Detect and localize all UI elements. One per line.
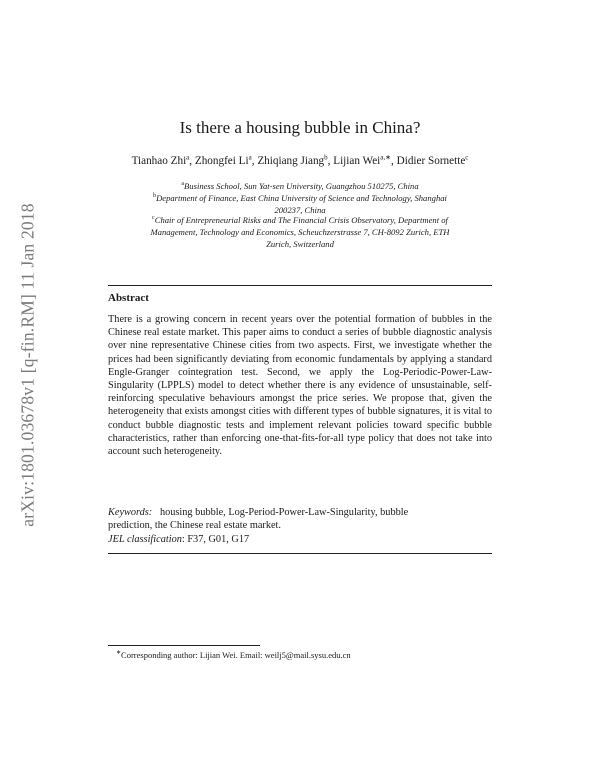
affiliation-line: Department of Finance, East China University of Science and Technology, Shanghai [156, 193, 447, 203]
author-name: Tianhao Zhi [131, 155, 187, 167]
abstract-top-rule [108, 285, 492, 286]
jel-label: JEL classification [108, 533, 182, 545]
affiliation-c [105, 214, 495, 250]
keywords-label: Keywords: [108, 507, 153, 518]
author-affiliation-mark: c [465, 153, 469, 162]
author-name: Lijian Wei [333, 155, 381, 167]
author-affiliation-mark: a,∗ [380, 153, 392, 162]
author-list: Tianhao Zhi$^a$, Zhongfei Li$^a$, Zhiqiang Jiang$^b$, Lijian Wei$^{a,∗}$, Didier Sornette$^c$ [131, 153, 469, 167]
arxiv-sidebar [10, 180, 46, 550]
affiliation-line: Chair of Entrepreneurial Risks and The Financial Crisis Observatory, Department of [154, 215, 448, 225]
affiliation-line: Zurich, Switzerland [266, 239, 334, 249]
affiliation-line: Management, Technology and Economics, Scheuchzerstrasse 7, CH-8092 Zurich, ETH [150, 227, 450, 237]
author-name: Didier Sornette [396, 155, 466, 167]
keywords-block: Keywords: housing bubble, Log-Period-Power-Law-Singularity, bubble prediction, the Chinese real estate market. JEL classification: F37, G01, G17 [108, 507, 409, 545]
arxiv-identifier: arXiv:1801.03678v1 [q-fin.RM] 11 Jan 2018 [17, 203, 38, 527]
affiliation-a [105, 180, 495, 192]
footnote [116, 650, 351, 660]
author-affiliation-mark: a [248, 153, 252, 162]
abstract-heading: Abstract [108, 292, 149, 304]
affiliation-text: Business School, Sun Yat-sen University, Guangzhou 510275, China [184, 181, 419, 191]
author-name: Zhongfei Li [194, 155, 249, 167]
abstract-bottom-rule [108, 553, 492, 554]
jel-codes: F37, G01, G17 [187, 533, 250, 545]
author-name: Zhiqiang Jiang [257, 155, 325, 167]
affiliation-mark: b [153, 193, 157, 200]
footnote-rule [108, 645, 260, 646]
affiliation-mark: c [152, 215, 155, 222]
keywords-line-2: prediction, the Chinese real estate market. [108, 520, 281, 532]
affiliation-line: 200237, China [274, 205, 326, 215]
paper-title: Is there a housing bubble in China? [179, 118, 421, 137]
affiliation-mark: a [181, 181, 185, 188]
affiliation-b [105, 192, 495, 216]
author-affiliation-mark: b [324, 153, 328, 162]
abstract-text: There is a growing concern in recent years over the potential formation of bubbles in the Chinese real estate market. This paper aims to conduct a series of bubble diagnostic analysis over nine representative Chinese cities from two aspects. First, we investigate whether the prices had been significantly deviating from economic fundamentals by applying a standard Engle-Granger cointegration test. Second, we apply the Log-Periodic-Power-Law-Singularity (LPPLS) model to detect whether there is any evidence of unsustainable, self-reinforcing speculative behaviours amongst the price series. We propose that, given the heterogeneity that exists amongst cities with different types of bubble signatures, it is vital to conduct bubble diagnostic tests and implement relevant policies toward specific bubble characteristics, rather than enforcing one-that-fits-for-all type policy that does not take into account such heterogeneity. [108, 314, 492, 458]
footnote-mark: ∗ [116, 650, 122, 657]
author-affiliation-mark: a [186, 153, 190, 162]
footnote-text: Corresponding author: Lijian Wei. Email: weilj5@mail.sysu.edu.cn [121, 650, 351, 660]
keywords-line-1: housing bubble, Log-Period-Power-Law-Singularity, bubble [159, 507, 409, 518]
